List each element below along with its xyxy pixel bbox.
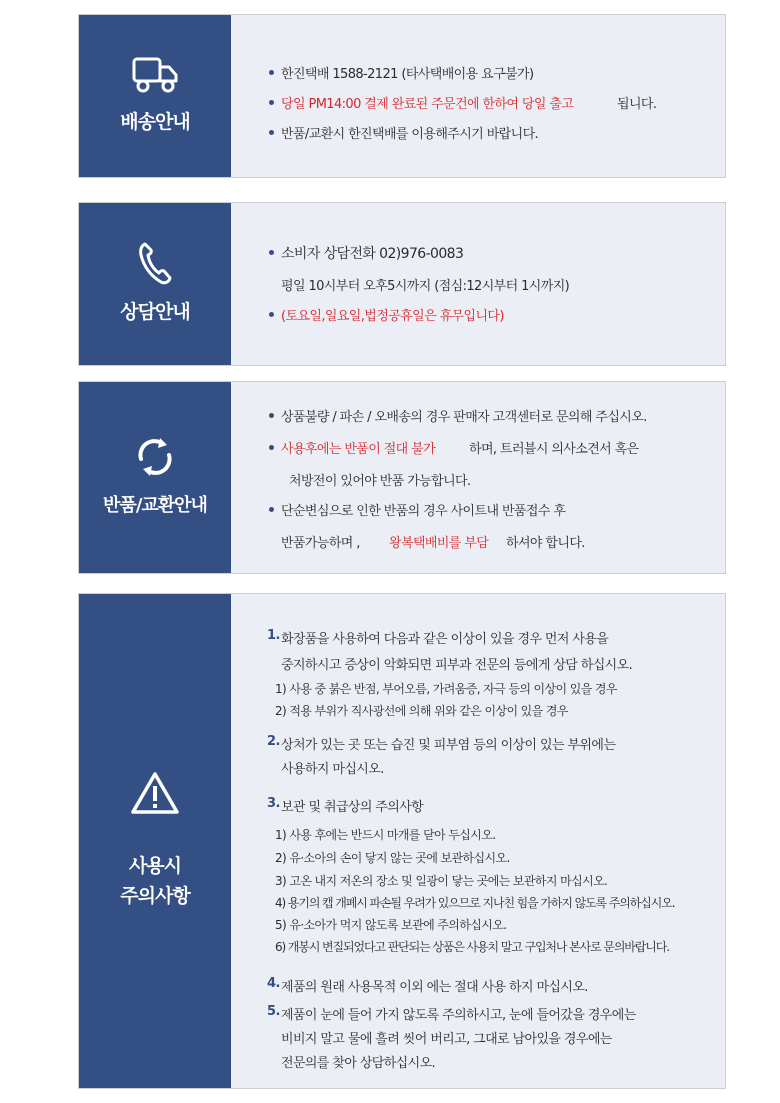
caution-3e: 4) 용기의 캡 개폐시 파손될 우려가 있으므로 지나친 힘을 가하지 않도록 주의하십시오. — [275, 896, 675, 910]
caution-5c: 전문의를 찾아 상담하십시오. — [281, 1056, 436, 1071]
phone-icon — [138, 241, 172, 285]
caution-1c: 1) 사용 중 붉은 반점, 부어오름, 가려움증, 자극 등의 이상이 있을 경우 — [275, 682, 617, 696]
returns-line-2-red: 사용후에는 반품이 절대 불가 — [281, 438, 435, 457]
returns-line-5a: 반품가능하며 , — [281, 536, 360, 551]
truck-icon — [131, 55, 179, 95]
delivery-line-2: 당일 PM14:00 결제 완료된 주문건에 한하여 당일 출고 — [281, 93, 573, 112]
returns-title: 반품/교환안내 — [103, 494, 207, 516]
delivery-sidebar — [79, 15, 231, 177]
caution-num-4: 4. — [267, 976, 280, 991]
delivery-body — [231, 15, 725, 177]
delivery-line-1: 한진택배 1588-2121 (타사택배이용 요구불가) — [281, 63, 533, 82]
caution-panel — [78, 593, 726, 1089]
refresh-icon — [133, 435, 177, 479]
consult-line-3: (토요일,일요일,법정공휴일은 휴무입니다) — [281, 305, 504, 324]
caution-5a: 제품이 눈에 들어 가지 않도록 주의하시고, 눈에 들어갔을 경우에는 — [281, 1008, 636, 1023]
caution-num-5: 5. — [267, 1004, 280, 1019]
consult-panel — [78, 202, 726, 366]
consult-sidebar — [79, 203, 231, 365]
returns-panel — [78, 381, 726, 574]
delivery-line-3: 반품/교환시 한진택배를 이용해주시기 바랍니다. — [281, 123, 538, 142]
caution-num-1: 1. — [267, 628, 280, 643]
consult-title: 상담안내 — [120, 301, 190, 323]
caution-5b: 비비지 말고 물에 흘려 씻어 버리고, 그대로 남아있을 경우에는 — [281, 1032, 612, 1047]
caution-3a: 보관 및 취급상의 주의사항 — [281, 800, 424, 815]
caution-3c: 2) 유·소아의 손이 닿지 않는 곳에 보관하십시오. — [275, 851, 510, 865]
caution-num-3: 3. — [267, 796, 280, 811]
caution-3g: 6) 개봉시 변질되었다고 판단되는 상품은 사용치 말고 구입처나 본사로 문의바랍니다. — [275, 940, 669, 954]
caution-title: 사용시 주의사항 — [120, 855, 190, 907]
consult-line-1: 소비자 상담전화 02)976-0083 — [281, 243, 463, 263]
caution-1a: 화장품을 사용하여 다음과 같은 이상이 있을 경우 먼저 사용을 — [281, 632, 609, 647]
returns-body — [231, 382, 725, 573]
returns-line-1: 상품불량 / 파손 / 오배송의 경우 판매자 고객센터로 문의해 주십시오. — [281, 406, 647, 425]
caution-3f: 5) 유·소아가 먹지 않도록 보관에 주의하십시오. — [275, 918, 507, 932]
delivery-line-2-tail: 됩니다. — [617, 97, 657, 112]
caution-3d: 3) 고온 내지 저온의 장소 및 일광이 닿는 곳에는 보관하지 마십시오. — [275, 874, 608, 888]
delivery-title: 배송안내 — [120, 111, 190, 133]
caution-4: 제품의 원래 사용목적 이외 에는 절대 사용 하지 마십시오. — [281, 980, 588, 995]
warning-icon — [130, 771, 180, 815]
returns-line-2-rest: 하며, 트러블시 의사소견서 혹은 — [469, 442, 639, 457]
caution-2a: 상처가 있는 곳 또는 습진 및 피부염 등의 이상이 있는 부위에는 — [281, 738, 616, 753]
returns-line-5c: 하셔야 합니다. — [506, 536, 585, 551]
returns-line-5b: 왕복택배비를 부담 — [389, 536, 489, 551]
caution-sidebar — [79, 594, 231, 1088]
caution-1d: 2) 적용 부위가 직사광선에 의해 위와 같은 이상이 있을 경우 — [275, 704, 568, 718]
consult-body — [231, 203, 725, 365]
caution-body — [231, 594, 725, 1088]
consult-line-2: 평일 10시부터 오후5시까지 (점심:12시부터 1시까지) — [281, 279, 570, 294]
returns-sidebar — [79, 382, 231, 573]
caution-1b: 중지하시고 증상이 악화되면 피부과 전문의 등에게 상담 하십시오. — [281, 658, 633, 673]
returns-line-3: 처방전이 있어야 반품 가능합니다. — [289, 474, 471, 489]
returns-line-4: 단순변심으로 인한 반품의 경우 사이트내 반품접수 후 — [281, 500, 565, 519]
caution-2b: 사용하지 마십시오. — [281, 762, 384, 777]
caution-3b: 1) 사용 후에는 반드시 마개를 닫아 두십시오. — [275, 828, 496, 842]
caution-num-2: 2. — [267, 734, 280, 749]
delivery-panel — [78, 14, 726, 178]
